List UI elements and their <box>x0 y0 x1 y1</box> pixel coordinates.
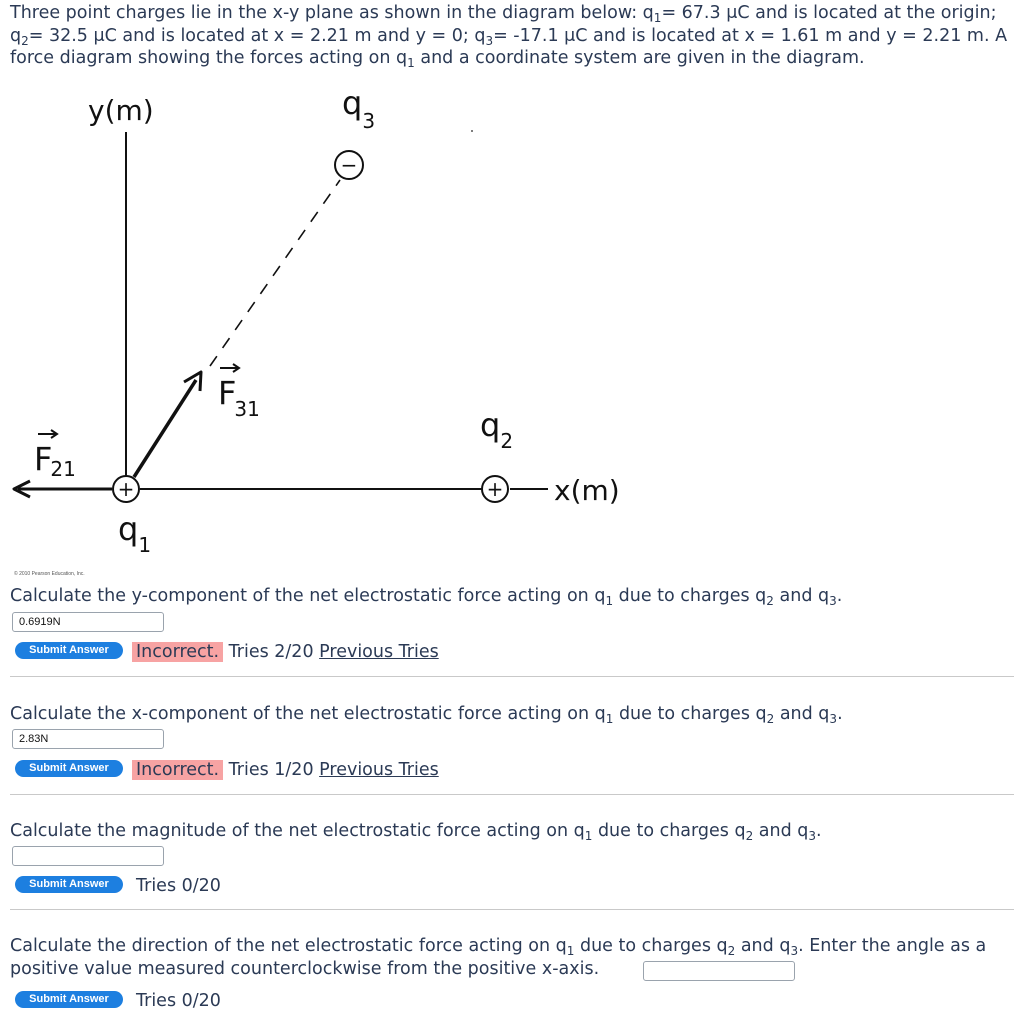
divider <box>10 909 1014 910</box>
incorrect-badge: Incorrect. <box>132 642 223 662</box>
y-axis-label: y(m) <box>88 94 154 127</box>
q2-label: $q_2$ <box>480 406 514 453</box>
question-direction: Calculate the direction of the net electrostatic force acting on $q_1$ due to charges $q_2$ and $q_3$. Enter the angle as a positive value measured counterclockwise from the positive x-axis. <box>10 936 987 979</box>
force-diagram <box>0 84 700 584</box>
previous-tries-link[interactable]: Previous Tries <box>319 760 439 780</box>
status-line-4: Tries 0/20 <box>136 991 221 1011</box>
submit-answer-button-2[interactable]: Submit Answer <box>15 760 123 777</box>
divider <box>10 794 1014 795</box>
x-axis-label: x(m) <box>554 474 620 507</box>
q3-dashed-line <box>210 180 340 366</box>
q1-plus-sign: + <box>117 477 135 501</box>
answer-input-y-component[interactable] <box>12 612 164 632</box>
answer-input-x-component[interactable] <box>12 729 164 749</box>
f21-label: F21 <box>34 440 76 481</box>
submit-answer-button-4[interactable]: Submit Answer <box>15 991 123 1008</box>
answer-input-direction[interactable] <box>643 961 795 981</box>
copyright-notice: © 2010 Pearson Education, Inc. <box>14 571 85 577</box>
f31-arrow <box>134 380 196 477</box>
problem-statement: Three point charges lie in the x-y plane as shown in the diagram below: $q_1= 67.3$ μC and is located at the origin; $q_2= 32.5$ μC and is located at x = 2.21 m and y = 0; $q_3= -17.1$ μC and is located at x = 1.61 m and y = 2.21 m. A force diagram showing the forces acting on $q_1$ and a coordinate system are given in the diagram. <box>10 3 1008 70</box>
q3-minus-sign: − <box>340 153 358 177</box>
incorrect-badge: Incorrect. <box>132 760 223 780</box>
f31-label: F31 <box>218 374 260 421</box>
previous-tries-link[interactable]: Previous Tries <box>319 642 439 662</box>
q3-label: $q_3$ <box>342 84 376 133</box>
question-magnitude: Calculate the magnitude of the net electrostatic force acting on $q_1$ due to charges $q_2$ and $q_3$. <box>10 821 822 843</box>
submit-answer-button-1[interactable]: Submit Answer <box>15 642 123 659</box>
q2-plus-sign: + <box>486 477 504 501</box>
q1-label: $q_1$ <box>118 510 152 557</box>
status-line-2: Incorrect. Tries 1/20 Previous Tries <box>136 758 439 782</box>
question-y-component: Calculate the y-component of the net electrostatic force acting on $q_1$ due to charges $q_2$ and $q_3$. <box>10 586 843 608</box>
stray-dot <box>471 130 473 132</box>
question-x-component: Calculate the x-component of the net electrostatic force acting on $q_1$ due to charges $q_2$ and $q_3$. <box>10 704 843 726</box>
divider <box>10 676 1014 677</box>
submit-answer-button-3[interactable]: Submit Answer <box>15 876 123 893</box>
status-line-3: Tries 0/20 <box>136 876 221 896</box>
answer-input-magnitude[interactable] <box>12 846 164 866</box>
status-line-1: Incorrect. Tries 2/20 Previous Tries <box>136 640 439 664</box>
